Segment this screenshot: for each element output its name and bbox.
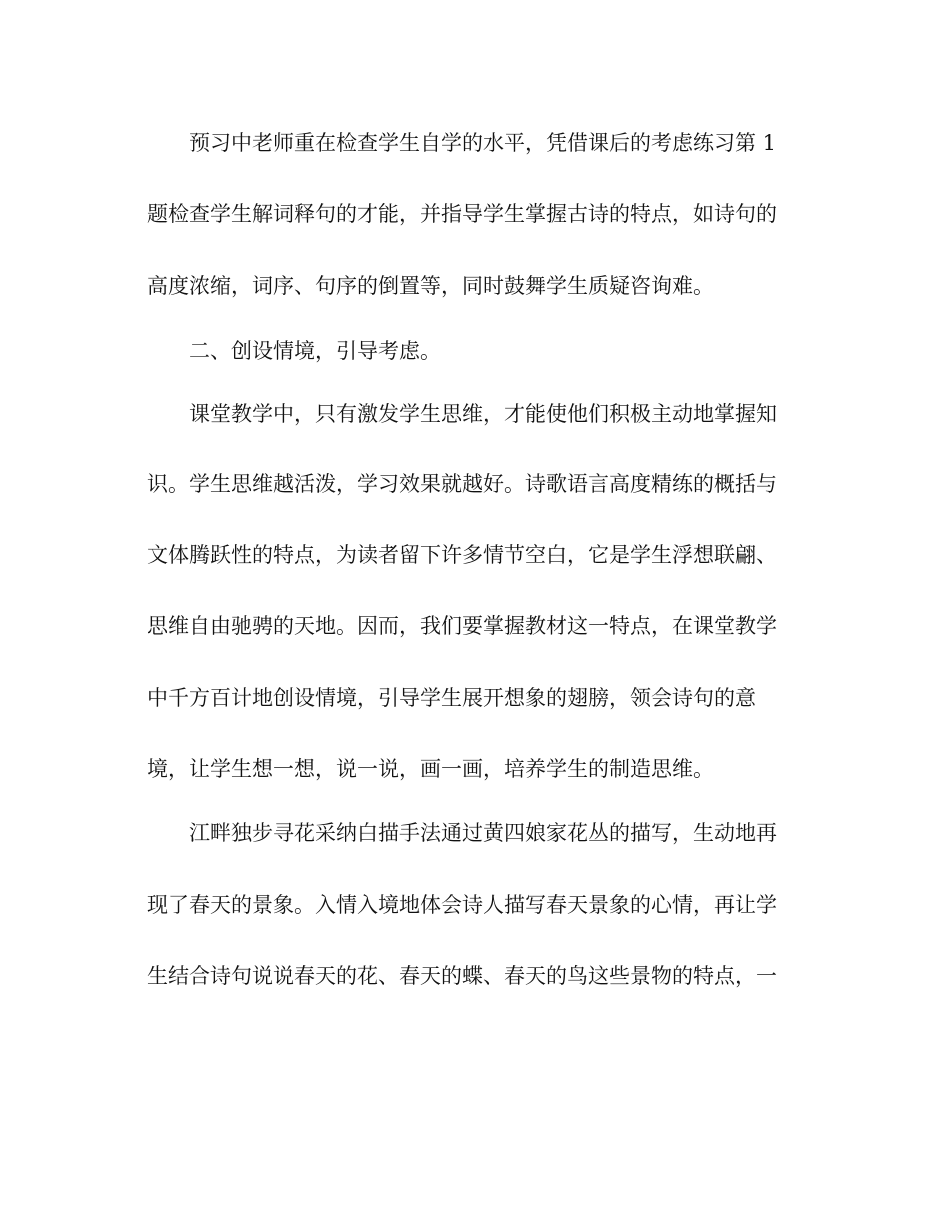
paragraph-line: 高度浓缩，词序、句序的倒置等，同时鼓舞学生质疑咨询难。 [147, 274, 714, 298]
paragraph-line: 思维自由驰骋的天地。因而，我们要掌握教材这一特点，在课堂教学 [147, 614, 777, 638]
paragraph-line: 境，让学生想一想，说一说，画一画，培养学生的制造思维。 [147, 757, 714, 781]
paragraph-line: 识。学生思维越活泼，学习效果就越好。诗歌语言高度精练的概括与 [147, 472, 777, 496]
paragraph-line: 预习中老师重在检查学生自学的水平，凭借课后的考虑练习第 1 [189, 131, 777, 155]
paragraph-line: 题检查学生解词释句的才能，并指导学生掌握古诗的特点，如诗句的 [147, 202, 777, 226]
paragraph-line: 现了春天的景象。入情入境地体会诗人描写春天景象的心情，再让学 [147, 893, 777, 917]
paragraph-line: 中千方百计地创设情境，引导学生展开想象的翅膀，领会诗句的意 [147, 686, 756, 710]
paragraph-line: 生结合诗句说说春天的花、春天的蝶、春天的鸟这些景物的特点，一 [147, 964, 777, 988]
paragraph-line: 文体腾跃性的特点，为读者留下许多情节空白，它是学生浮想联翩、 [147, 543, 777, 567]
section-heading: 二、创设情境，引导考虑。 [189, 339, 441, 363]
paragraph-line: 江畔独步寻花采纳白描手法通过黄四娘家花丛的描写，生动地再 [189, 821, 777, 845]
paragraph-line: 课堂教学中，只有激发学生思维，才能使他们积极主动地掌握知 [189, 402, 777, 426]
